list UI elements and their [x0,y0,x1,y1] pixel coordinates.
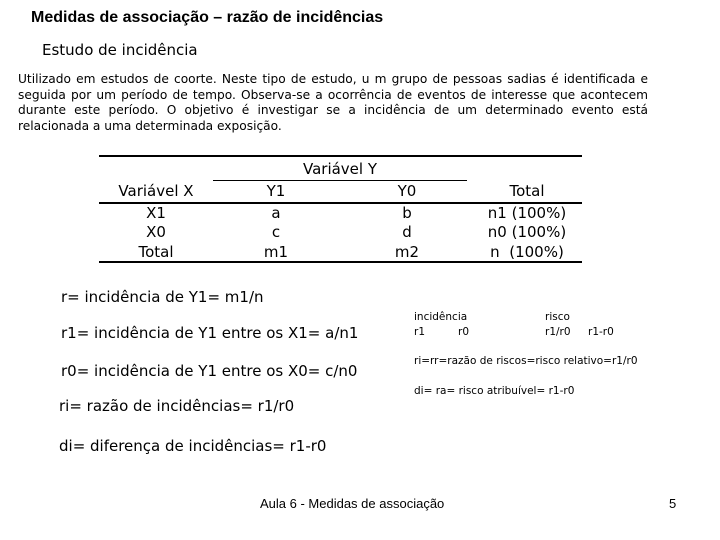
slide-title: Medidas de associação – razão de incidências [31,9,384,26]
table-cell: m2 [394,243,420,261]
table-top-rule [99,155,582,157]
formula-r: r= incidência de Y1= m1/n [61,288,264,306]
table-header-total: Total [509,182,545,200]
table-cell: c [271,223,281,241]
slide-subtitle: Estudo de incidência [42,41,198,59]
formula-ri: ri= razão de incidências= r1/r0 [59,397,295,415]
table-cell: d [402,223,412,241]
page-number: 5 [669,496,677,511]
side-di-line: di= ra= risco atribuível= r1-r0 [414,385,575,397]
side-incidencia-label: incidência [414,311,468,323]
table-row-label: X0 [146,223,166,241]
table-cell: n (100%) [490,243,564,261]
table-cell: n0 (100%) [487,223,567,241]
table-header-y0: Y0 [397,182,417,200]
side-r1-r0-diff: r1-r0 [588,326,614,338]
table-bottom-rule [99,261,582,263]
slide-footer: Aula 6 - Medidas de associação [260,496,445,511]
intro-paragraph [18,72,648,134]
formula-r1: r1= incidência de Y1 entre os X1= a/n1 [61,324,359,342]
table-y-header-rule [213,180,467,181]
table-header-variavel-x: Variável X [118,182,194,200]
formula-r0: r0= incidência de Y1 entre os X0= c/n0 [61,362,358,380]
side-risco-label: risco [545,311,570,323]
side-ri-line: ri=rr=razão de riscos=risco relativo=r1/r0 [414,355,638,367]
side-r1: r1 [414,326,425,338]
table-header-y1: Y1 [266,182,286,200]
table-row-label: Total [138,243,174,261]
table-cell: n1 (100%) [487,204,567,222]
contingency-table [99,155,582,263]
table-row-label: X1 [146,204,166,222]
formula-di: di= diferença de incidências= r1-r0 [59,437,327,455]
side-r0: r0 [458,326,469,338]
intro-line: seguida por um período de tempo. Observa-se a ocorrência de eventos de interesse que acontecem [18,87,648,102]
table-header-variavel-y: Variável Y [302,160,378,178]
table-cell: m1 [263,243,289,261]
intro-line: durante este período. O objetivo é investigar se a incidência de um determinado evento está [18,103,648,117]
table-cell: b [402,204,412,222]
side-r1-r0-ratio: r1/r0 [545,326,571,338]
table-cell: a [271,204,281,222]
intro-line: relacionada a uma determinada exposição. [18,118,282,133]
intro-line: Utilizado em estudos de coorte. Neste tipo de estudo, u m grupo de pessoas sadias é identificada e [18,72,648,86]
